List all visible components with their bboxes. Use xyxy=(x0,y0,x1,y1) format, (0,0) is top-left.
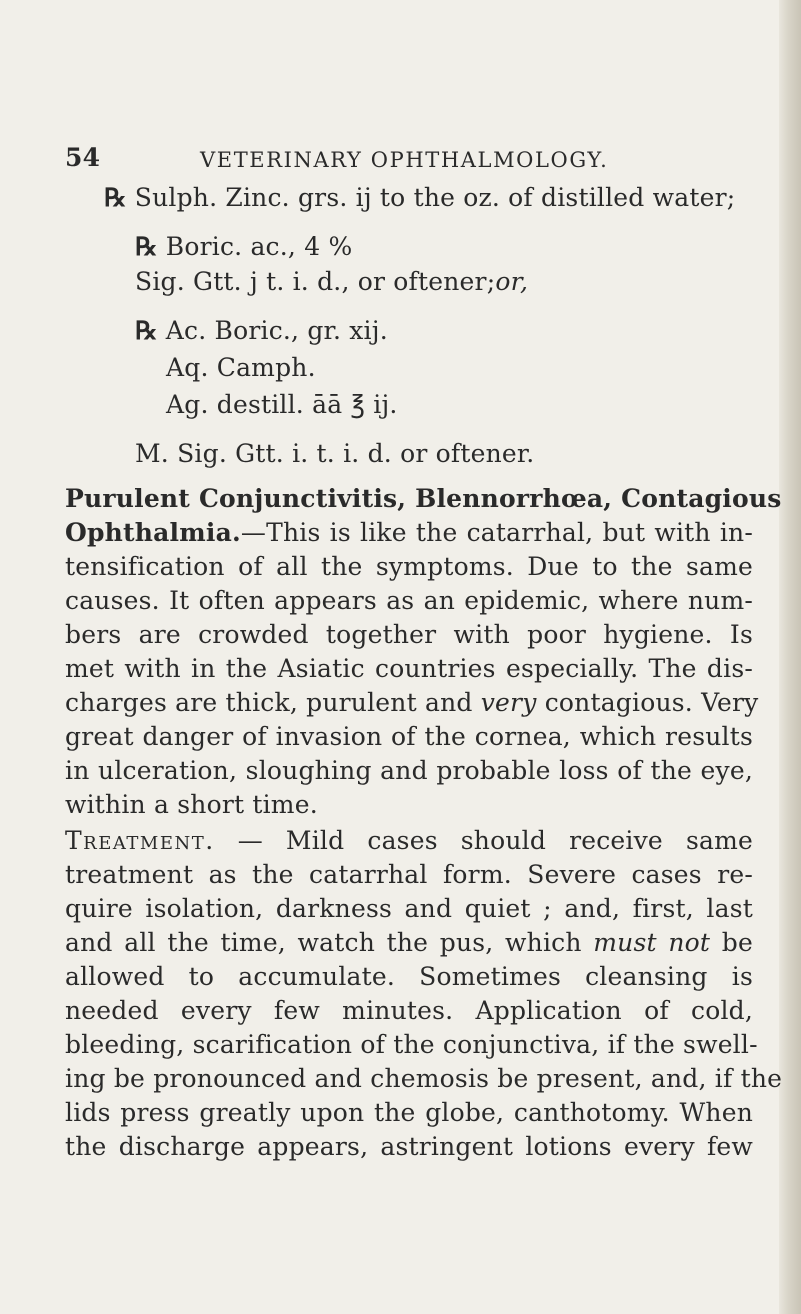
body-line: quire isolation, darkness and quiet ; and, first, last xyxy=(65,894,753,923)
body-line: tensification of all the symptoms. Due to the same xyxy=(65,552,753,581)
section-heading-end: Ophthalmia. xyxy=(65,518,241,547)
body-line: allowed to accumulate. Sometimes cleansing is xyxy=(65,962,753,991)
prescription-text: Boric. ac., 4 % xyxy=(165,232,353,261)
prescription-line xyxy=(104,183,735,213)
emphasis: must not xyxy=(593,928,711,957)
body-line: ing be pronounced and chemosis be present, and, if the xyxy=(65,1064,783,1093)
body-line: needed every few minutes. Application of cold, xyxy=(65,996,753,1025)
prescription-text: Sulph. Zinc. grs. ij to the oz. of distilled water; xyxy=(134,183,736,212)
body-line: and all the time, watch the pus, which must not be xyxy=(65,928,753,957)
body-line: lids press greatly upon the globe, canthotomy. When xyxy=(65,1098,753,1127)
recipe-symbol: ℞ xyxy=(104,183,127,212)
body-line: met with in the Asiatic countries especially. The dis- xyxy=(65,654,753,683)
body-line: treatment as the catarrhal form. Severe cases re- xyxy=(65,860,753,889)
prescription-text: Sig. Gtt. j t. i. d., or oftener; xyxy=(135,267,496,296)
body-line: bleeding, scarification of the conjunctiva, if the swell- xyxy=(65,1030,758,1059)
body-line: within a short time. xyxy=(65,790,318,819)
body-line: causes. It often appears as an epidemic, where num- xyxy=(65,586,753,615)
running-title: VETERINARY OPHTHALMOLOGY. xyxy=(200,148,609,172)
section-heading: Purulent Conjunctivitis, Blennorrhœa, Contagious xyxy=(65,484,782,513)
prescription-line: M. Sig. Gtt. i. t. i. d. or oftener. xyxy=(135,439,535,468)
prescription-text: Ac. Boric., gr. xij. xyxy=(165,316,388,345)
body-line: Treatment. — Mild cases should receive same xyxy=(65,826,753,855)
body-line: the discharge appears, astringent lotions every few xyxy=(65,1132,753,1161)
recipe-symbol: ℞ xyxy=(135,232,158,261)
body-line: bers are crowded together with poor hygiene. Is xyxy=(65,620,753,649)
prescription-line xyxy=(135,232,352,262)
emphasis: very xyxy=(480,688,537,717)
prescription-line: Aq. Camph. xyxy=(166,353,316,382)
prescription-line: Ag. destill. āā ℥ ij. xyxy=(166,390,398,419)
treatment-label: Treatment. xyxy=(65,826,215,855)
body-line: charges are thick, purulent and very contagious. Very xyxy=(65,688,759,717)
prescription-or: or, xyxy=(495,267,529,296)
body-line: Ophthalmia.—This is like the catarrhal, but with in- xyxy=(65,518,753,547)
page-number: 54 xyxy=(65,143,101,172)
prescription-line xyxy=(135,316,388,346)
recipe-symbol: ℞ xyxy=(135,316,158,345)
body-line: great danger of invasion of the cornea, which results xyxy=(65,722,753,751)
prescription-line xyxy=(135,267,528,297)
body-line: in ulceration, sloughing and probable loss of the eye, xyxy=(65,756,753,785)
